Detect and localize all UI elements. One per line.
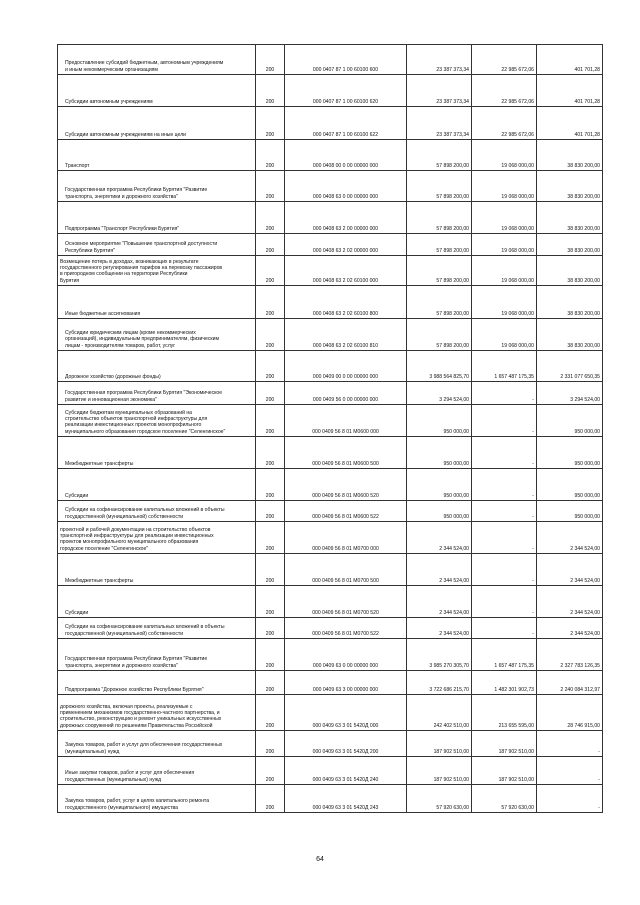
row-name-text: проектной и рабочей документации на строительство объектов транспортной инфраструктуры для реализации инвестиционных проектов монопрофильного муниципального образования городское поселение "Селенгинское": [60, 526, 214, 552]
row-executed-amount-cell: -: [472, 382, 537, 405]
row-approved-amount-cell: 23 387 373,34: [407, 75, 472, 107]
row-unexecuted-amount-cell: -: [537, 757, 603, 785]
row-unexecuted-amount-cell: 401 701,28: [537, 75, 603, 107]
row-classification-code-cell: 000 0409 56 0 00 00000 000: [285, 382, 407, 405]
row-classification-code-cell: 000 0409 56 8 01 M0600 522: [285, 501, 407, 522]
row-executed-amount-cell: 1 482 301 902,73: [472, 671, 537, 695]
table-row: [58, 234, 603, 256]
row-classification-code-cell: 000 0407 87 1 00 60100 600: [285, 45, 407, 75]
row-unexecuted-amount-cell: -: [537, 731, 603, 757]
row-classification-code-cell: 000 0409 56 8 01 M0700 522: [285, 618, 407, 639]
row-approved-amount-cell: 3 985 270 305,70: [407, 639, 472, 671]
row-classification-code-cell: 000 0408 63 0 00 00000 000: [285, 171, 407, 202]
row-code-cell: 200: [256, 501, 285, 522]
table-row: [58, 45, 603, 75]
page-number: 64: [316, 856, 324, 863]
row-code-cell: 200: [256, 107, 285, 140]
row-code-cell: 200: [256, 351, 285, 382]
row-name-cell: [58, 286, 256, 319]
row-name-text: Субсидии юридическим лицам (кроме некоммерческих организаций), индивидуальным предпринимателям, физическим лицам - производителям товаров, работ, услуг: [65, 330, 219, 349]
row-classification-code-cell: 000 0407 87 1 00 60100 620: [285, 75, 407, 107]
row-executed-amount-cell: 22 985 672,06: [472, 45, 537, 75]
row-approved-amount-cell: 57 898 200,00: [407, 319, 472, 351]
row-code-cell: 200: [256, 171, 285, 202]
row-executed-amount-cell: 1 657 487 175,35: [472, 351, 537, 382]
row-name-text: Субсидии на софинансирование капитальных вложений в объекты государственной (муниципальной) собственности: [65, 507, 225, 520]
row-approved-amount-cell: 57 898 200,00: [407, 286, 472, 319]
row-code-cell: 200: [256, 522, 285, 554]
row-classification-code-cell: 000 0408 63 2 02 60100 800: [285, 286, 407, 319]
row-name-cell: [58, 256, 256, 286]
row-name-cell: [58, 469, 256, 501]
row-name-cell: [58, 45, 256, 75]
row-name-text: Межбюджетные трансферты: [65, 460, 134, 467]
row-unexecuted-amount-cell: 38 830 200,00: [537, 319, 603, 351]
row-name-text: Субсидии бюджетам муниципальных образований на строительство объектов транспортной инфраструктуры для реализации инвестиционных проектов монопрофильного муниципального образования городское поселение "Селенгинское": [65, 409, 226, 435]
row-executed-amount-cell: 19 068 000,00: [472, 202, 537, 234]
row-approved-amount-cell: 2 344 524,00: [407, 586, 472, 618]
row-name-text: Государственная программа Республики Бурятия "Развитие транспорта, энергетики и дорожного хозяйства": [65, 656, 208, 669]
row-code-cell: 200: [256, 405, 285, 437]
row-classification-code-cell: 000 0409 00 0 00 00000 000: [285, 351, 407, 382]
table-row: [58, 202, 603, 234]
row-approved-amount-cell: 57 920 630,00: [407, 785, 472, 813]
row-code-cell: 200: [256, 256, 285, 286]
row-name-text: Закупка товаров, работ и услуг для обеспечения государственных (муниципальных) нужд: [65, 742, 223, 755]
row-executed-amount-cell: 187 902 510,00: [472, 731, 537, 757]
row-name-cell: [58, 757, 256, 785]
table-row: [58, 405, 603, 437]
row-approved-amount-cell: 57 898 200,00: [407, 140, 472, 171]
row-name-cell: [58, 202, 256, 234]
row-unexecuted-amount-cell: 950 000,00: [537, 437, 603, 469]
row-executed-amount-cell: -: [472, 437, 537, 469]
row-approved-amount-cell: 950 000,00: [407, 437, 472, 469]
row-code-cell: 200: [256, 45, 285, 75]
row-name-cell: [58, 319, 256, 351]
row-code-cell: 200: [256, 75, 285, 107]
row-approved-amount-cell: 950 000,00: [407, 405, 472, 437]
row-classification-code-cell: 000 0409 63 0 00 00000 000: [285, 639, 407, 671]
row-classification-code-cell: 000 0408 63 2 02 00000 000: [285, 234, 407, 256]
row-name-text: Иные бюджетные ассигнования: [65, 310, 141, 317]
table-row: [58, 171, 603, 202]
row-approved-amount-cell: 2 344 524,00: [407, 522, 472, 554]
row-unexecuted-amount-cell: 38 830 200,00: [537, 286, 603, 319]
row-approved-amount-cell: 57 898 200,00: [407, 256, 472, 286]
row-classification-code-cell: 000 0409 56 8 01 M0700 500: [285, 554, 407, 586]
table-row: [58, 140, 603, 171]
row-name-text: Предоставление субсидий бюджетным, автономным учреждениям и иным некоммерческим организациям: [65, 60, 224, 73]
row-code-cell: 200: [256, 202, 285, 234]
row-code-cell: 200: [256, 586, 285, 618]
row-name-text: Субсидии автономным учреждениям: [65, 98, 153, 105]
row-unexecuted-amount-cell: 2 344 524,00: [537, 586, 603, 618]
row-name-cell: [58, 618, 256, 639]
row-name-cell: [58, 75, 256, 107]
table-row: [58, 695, 603, 731]
table-body: [58, 45, 603, 813]
row-name-cell: [58, 639, 256, 671]
table-row: [58, 286, 603, 319]
row-approved-amount-cell: 3 988 564 825,70: [407, 351, 472, 382]
table-row: [58, 469, 603, 501]
row-unexecuted-amount-cell: 2 240 084 312,97: [537, 671, 603, 695]
row-executed-amount-cell: 187 902 510,00: [472, 757, 537, 785]
table-row: [58, 107, 603, 140]
row-name-cell: [58, 522, 256, 554]
row-executed-amount-cell: 213 655 595,00: [472, 695, 537, 731]
row-classification-code-cell: 000 0409 56 8 01 M0600 520: [285, 469, 407, 501]
row-code-cell: 200: [256, 731, 285, 757]
row-unexecuted-amount-cell: 38 830 200,00: [537, 234, 603, 256]
row-approved-amount-cell: 187 902 510,00: [407, 757, 472, 785]
row-code-cell: 200: [256, 671, 285, 695]
row-approved-amount-cell: 57 898 200,00: [407, 202, 472, 234]
table-row: [58, 639, 603, 671]
row-unexecuted-amount-cell: 950 000,00: [537, 469, 603, 501]
row-unexecuted-amount-cell: 950 000,00: [537, 405, 603, 437]
row-name-text: Транспорт: [65, 162, 90, 169]
row-unexecuted-amount-cell: -: [537, 785, 603, 813]
row-classification-code-cell: 000 0409 63 3 01 5420Д 240: [285, 757, 407, 785]
row-executed-amount-cell: 19 068 000,00: [472, 256, 537, 286]
table-row: [58, 75, 603, 107]
row-name-text: Государственная программа Республики Бурятия "Экономическое развитие и инновационная экономика": [65, 390, 223, 403]
row-name-cell: [58, 785, 256, 813]
row-name-cell: [58, 382, 256, 405]
row-approved-amount-cell: 950 000,00: [407, 501, 472, 522]
row-unexecuted-amount-cell: 38 830 200,00: [537, 256, 603, 286]
row-approved-amount-cell: 3 294 524,00: [407, 382, 472, 405]
row-code-cell: 200: [256, 469, 285, 501]
row-code-cell: 200: [256, 785, 285, 813]
budget-execution-table-container: [57, 44, 602, 813]
row-unexecuted-amount-cell: 38 830 200,00: [537, 140, 603, 171]
table-row: [58, 256, 603, 286]
row-code-cell: 200: [256, 639, 285, 671]
row-unexecuted-amount-cell: 2 331 077 650,35: [537, 351, 603, 382]
row-classification-code-cell: 000 0409 63 3 01 5420Д 243: [285, 785, 407, 813]
row-classification-code-cell: 000 0409 56 8 01 M0600 500: [285, 437, 407, 469]
row-executed-amount-cell: 19 068 000,00: [472, 140, 537, 171]
row-unexecuted-amount-cell: 950 000,00: [537, 501, 603, 522]
row-executed-amount-cell: -: [472, 501, 537, 522]
row-unexecuted-amount-cell: 38 830 200,00: [537, 202, 603, 234]
row-name-text: Субсидии на софинансирование капитальных вложений в объекты государственной (муниципальной) собственности: [65, 624, 225, 637]
row-name-cell: [58, 234, 256, 256]
table-row: [58, 522, 603, 554]
row-name-cell: [58, 554, 256, 586]
row-name-cell: [58, 586, 256, 618]
row-approved-amount-cell: 23 387 373,34: [407, 107, 472, 140]
row-executed-amount-cell: -: [472, 469, 537, 501]
row-name-text: Закупка товаров, работ, услуг в целях капитального ремонта государственного (муниципального) имущества: [65, 798, 210, 811]
row-code-cell: 200: [256, 234, 285, 256]
table-row: [58, 586, 603, 618]
row-classification-code-cell: 000 0408 63 2 02 60100 000: [285, 256, 407, 286]
row-executed-amount-cell: -: [472, 554, 537, 586]
row-classification-code-cell: 000 0407 87 1 00 60100 622: [285, 107, 407, 140]
row-executed-amount-cell: 19 068 000,00: [472, 234, 537, 256]
row-approved-amount-cell: 2 344 524,00: [407, 618, 472, 639]
table-row: [58, 671, 603, 695]
row-name-text: Межбюджетные трансферты: [65, 577, 134, 584]
row-name-text: дорожного хозяйства, включая проекты, реализуемые с применением механизмов государственно-частного партнерства, и строительство, реконструкцию и ремонт уникальных искусственных дорожных сооружений по решениям Правительства Российской: [60, 703, 222, 729]
table-row: [58, 785, 603, 813]
row-code-cell: 200: [256, 437, 285, 469]
row-classification-code-cell: 000 0409 63 3 01 5420Д 200: [285, 731, 407, 757]
row-unexecuted-amount-cell: 38 830 200,00: [537, 171, 603, 202]
table-row: [58, 554, 603, 586]
row-name-cell: [58, 107, 256, 140]
row-name-cell: [58, 731, 256, 757]
row-name-cell: [58, 140, 256, 171]
row-name-text: Государственная программа Республики Бурятия "Развитие транспорта, энергетики и дорожного хозяйства": [65, 187, 208, 200]
row-code-cell: 200: [256, 554, 285, 586]
row-name-text: Субсидии: [65, 609, 89, 616]
row-executed-amount-cell: 22 985 672,06: [472, 75, 537, 107]
row-approved-amount-cell: 23 387 373,34: [407, 45, 472, 75]
row-executed-amount-cell: 19 068 000,00: [472, 286, 537, 319]
row-code-cell: 200: [256, 618, 285, 639]
row-classification-code-cell: 000 0409 63 3 01 5420Д 000: [285, 695, 407, 731]
budget-execution-table: [57, 44, 603, 813]
table-row: [58, 731, 603, 757]
row-unexecuted-amount-cell: 2 344 524,00: [537, 554, 603, 586]
row-code-cell: 200: [256, 140, 285, 171]
row-classification-code-cell: 000 0408 63 2 02 60100 810: [285, 319, 407, 351]
row-unexecuted-amount-cell: 2 344 524,00: [537, 522, 603, 554]
row-code-cell: 200: [256, 695, 285, 731]
row-executed-amount-cell: 19 068 000,00: [472, 319, 537, 351]
row-executed-amount-cell: 1 657 487 175,35: [472, 639, 537, 671]
row-classification-code-cell: 000 0409 56 8 01 M0700 000: [285, 522, 407, 554]
row-name-cell: [58, 437, 256, 469]
row-name-text: Субсидии: [65, 492, 89, 499]
row-name-text: Возмещение потерь в доходах, возникающих в результате государственного регулирования тарифов на перевозку пассажиров в пригородном сообщении на территории Республики Бурятия: [60, 258, 223, 284]
table-row: [58, 319, 603, 351]
row-name-cell: [58, 695, 256, 731]
row-executed-amount-cell: -: [472, 405, 537, 437]
row-name-text: Основное мероприятие "Повышение транспортной доступности Республики Бурятия": [65, 241, 218, 254]
row-unexecuted-amount-cell: 28 746 915,00: [537, 695, 603, 731]
row-name-text: Субсидии автономным учреждениям на иные цели: [65, 131, 187, 138]
table-row: [58, 437, 603, 469]
row-code-cell: 200: [256, 286, 285, 319]
row-approved-amount-cell: 950 000,00: [407, 469, 472, 501]
row-unexecuted-amount-cell: 2 344 524,00: [537, 618, 603, 639]
row-code-cell: 200: [256, 382, 285, 405]
row-name-text: Дорожное хозяйство (дорожные фонды): [65, 373, 161, 380]
table-row: [58, 351, 603, 382]
row-code-cell: 200: [256, 757, 285, 785]
row-executed-amount-cell: 22 985 672,06: [472, 107, 537, 140]
row-approved-amount-cell: 2 344 524,00: [407, 554, 472, 586]
row-executed-amount-cell: -: [472, 522, 537, 554]
table-row: [58, 382, 603, 405]
row-approved-amount-cell: 3 722 686 215,70: [407, 671, 472, 695]
row-classification-code-cell: 000 0408 63 2 00 00000 000: [285, 202, 407, 234]
row-classification-code-cell: 000 0409 56 8 01 M0600 000: [285, 405, 407, 437]
row-name-cell: [58, 671, 256, 695]
row-unexecuted-amount-cell: 401 701,28: [537, 107, 603, 140]
row-classification-code-cell: 000 0408 00 0 00 00000 000: [285, 140, 407, 171]
row-executed-amount-cell: -: [472, 618, 537, 639]
row-executed-amount-cell: 19 068 000,00: [472, 171, 537, 202]
row-name-cell: [58, 351, 256, 382]
row-executed-amount-cell: 57 920 630,00: [472, 785, 537, 813]
table-row: [58, 757, 603, 785]
row-code-cell: 200: [256, 319, 285, 351]
row-unexecuted-amount-cell: 401 701,28: [537, 45, 603, 75]
row-classification-code-cell: 000 0409 63 3 00 00000 000: [285, 671, 407, 695]
row-executed-amount-cell: -: [472, 586, 537, 618]
row-unexecuted-amount-cell: 3 294 524,00: [537, 382, 603, 405]
row-name-cell: [58, 405, 256, 437]
row-name-text: Подпрограмма "Дорожное хозяйство Республики Бурятия": [65, 686, 204, 693]
row-name-cell: [58, 501, 256, 522]
table-row: [58, 501, 603, 522]
row-name-text: Подпрограмма "Транспорт Республики Бурятия": [65, 225, 180, 232]
row-unexecuted-amount-cell: 2 327 783 126,35: [537, 639, 603, 671]
row-approved-amount-cell: 57 898 200,00: [407, 234, 472, 256]
row-approved-amount-cell: 187 902 510,00: [407, 731, 472, 757]
row-name-text: Иные закупки товаров, работ и услуг для обеспечения государственных (муниципальных) нужд: [65, 770, 195, 783]
row-name-cell: [58, 171, 256, 202]
row-classification-code-cell: 000 0409 56 8 01 M0700 520: [285, 586, 407, 618]
table-row: [58, 618, 603, 639]
row-approved-amount-cell: 57 898 200,00: [407, 171, 472, 202]
row-approved-amount-cell: 242 402 510,00: [407, 695, 472, 731]
